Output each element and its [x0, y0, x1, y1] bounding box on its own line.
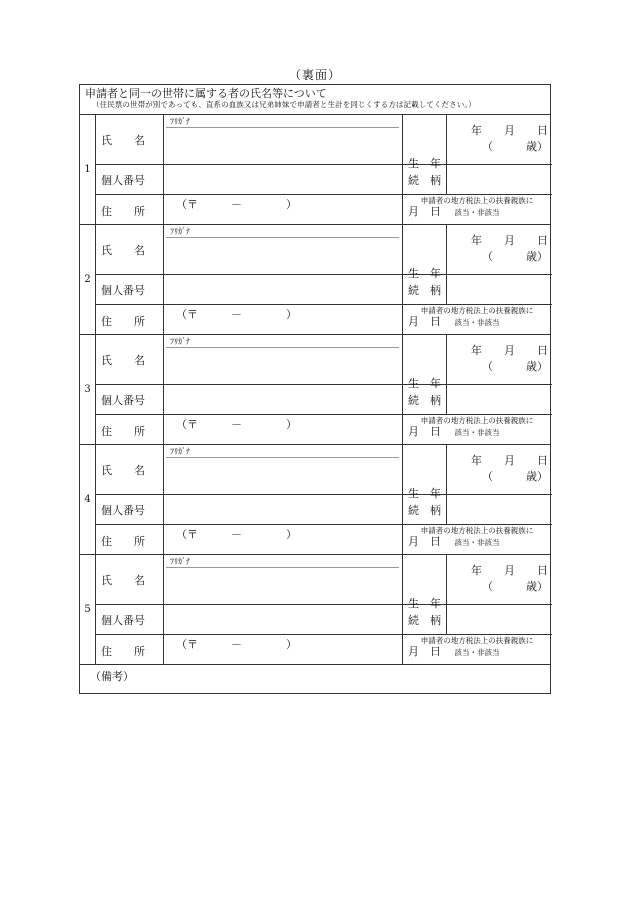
furigana-label: ﾌﾘｶﾞﾅ — [170, 337, 190, 346]
relationship-field[interactable] — [448, 606, 548, 633]
person-number: 4 — [80, 445, 96, 554]
my-number-field[interactable] — [166, 386, 402, 413]
relationship-field[interactable] — [448, 496, 548, 523]
relationship-label: 続 柄 — [408, 394, 441, 407]
relationship-label: 続 柄 — [408, 174, 441, 187]
address-label: 住 所 — [101, 205, 145, 218]
page-side-label: （裏面） — [288, 68, 341, 82]
person-block — [80, 335, 550, 445]
person-block — [80, 225, 550, 335]
form-note: （住民票の世帯が別であっても、直系の血族又は兄弟姉妹で申請者と生計を同じくする方は記載してください。） — [92, 100, 476, 109]
birth-label: 生 年 月 日 — [408, 377, 441, 438]
my-number-field[interactable] — [166, 606, 402, 633]
my-number-label: 個人番号 — [101, 284, 145, 297]
my-number-label: 個人番号 — [101, 174, 145, 187]
my-number-label: 個人番号 — [101, 394, 145, 407]
birth-label: 生 年 月 日 — [408, 597, 441, 658]
name-field[interactable] — [166, 348, 402, 384]
birth-date-field[interactable]: 年 月 日 （ 歳） — [471, 344, 548, 373]
address-label: 住 所 — [101, 645, 145, 658]
name-label: 氏 名 — [101, 464, 145, 477]
my-number-label: 個人番号 — [101, 504, 145, 517]
name-field[interactable] — [166, 458, 402, 494]
zip-field[interactable]: （〒 － ） — [176, 638, 297, 651]
person-block — [80, 445, 550, 555]
dependent-status[interactable]: 申請者の地方税法上の扶養親族に 該当・非該当 — [420, 636, 534, 657]
zip-field[interactable]: （〒 － ） — [176, 528, 297, 541]
birth-label: 生 年 月 日 — [408, 487, 441, 548]
furigana-label: ﾌﾘｶﾞﾅ — [170, 447, 190, 456]
name-field[interactable] — [166, 568, 402, 604]
relationship-field[interactable] — [448, 386, 548, 413]
person-number: 3 — [80, 335, 96, 444]
relationship-label: 続 柄 — [408, 614, 441, 627]
birth-date-field[interactable]: 年 月 日 （ 歳） — [471, 564, 548, 593]
my-number-field[interactable] — [166, 496, 402, 523]
dependent-status[interactable]: 申請者の地方税法上の扶養親族に 該当・非該当 — [420, 306, 534, 327]
birth-date-field[interactable]: 年 月 日 （ 歳） — [471, 234, 548, 263]
name-label: 氏 名 — [101, 354, 145, 367]
relationship-label: 続 柄 — [408, 504, 441, 517]
name-field[interactable] — [166, 128, 402, 164]
my-number-field[interactable] — [166, 276, 402, 303]
relationship-field[interactable] — [448, 276, 548, 303]
furigana-label: ﾌﾘｶﾞﾅ — [170, 557, 190, 566]
form-heading — [80, 85, 550, 115]
dependent-status[interactable]: 申請者の地方税法上の扶養親族に 該当・非該当 — [420, 526, 534, 547]
name-label: 氏 名 — [101, 574, 145, 587]
address-label: 住 所 — [101, 315, 145, 328]
zip-field[interactable]: （〒 － ） — [176, 418, 297, 431]
my-number-label: 個人番号 — [101, 614, 145, 627]
person-number: 1 — [80, 115, 96, 224]
zip-field[interactable]: （〒 － ） — [176, 308, 297, 321]
birth-label: 生 年 月 日 — [408, 157, 441, 218]
furigana-label: ﾌﾘｶﾞﾅ — [170, 117, 190, 126]
person-number: 2 — [80, 225, 96, 334]
birth-label: 生 年 月 日 — [408, 267, 441, 328]
remarks-label: （備考） — [90, 670, 134, 683]
address-label: 住 所 — [101, 535, 145, 548]
person-list — [80, 115, 550, 665]
name-label: 氏 名 — [101, 244, 145, 257]
my-number-field[interactable] — [166, 166, 402, 193]
relationship-field[interactable] — [448, 166, 548, 193]
name-field[interactable] — [166, 238, 402, 274]
dependent-status[interactable]: 申請者の地方税法上の扶養親族に 該当・非該当 — [420, 196, 534, 217]
dependent-status[interactable]: 申請者の地方税法上の扶養親族に 該当・非該当 — [420, 416, 534, 437]
birth-date-field[interactable]: 年 月 日 （ 歳） — [471, 124, 548, 153]
name-label: 氏 名 — [101, 134, 145, 147]
household-members-form — [79, 84, 551, 694]
address-label: 住 所 — [101, 425, 145, 438]
person-block — [80, 555, 550, 665]
person-block — [80, 115, 550, 225]
relationship-label: 続 柄 — [408, 284, 441, 297]
furigana-label: ﾌﾘｶﾞﾅ — [170, 227, 190, 236]
birth-date-field[interactable]: 年 月 日 （ 歳） — [471, 454, 548, 483]
zip-field[interactable]: （〒 － ） — [176, 198, 297, 211]
form-title: 申請者と同一の世帯に属する者の氏名等について — [85, 87, 327, 100]
person-number: 5 — [80, 555, 96, 664]
